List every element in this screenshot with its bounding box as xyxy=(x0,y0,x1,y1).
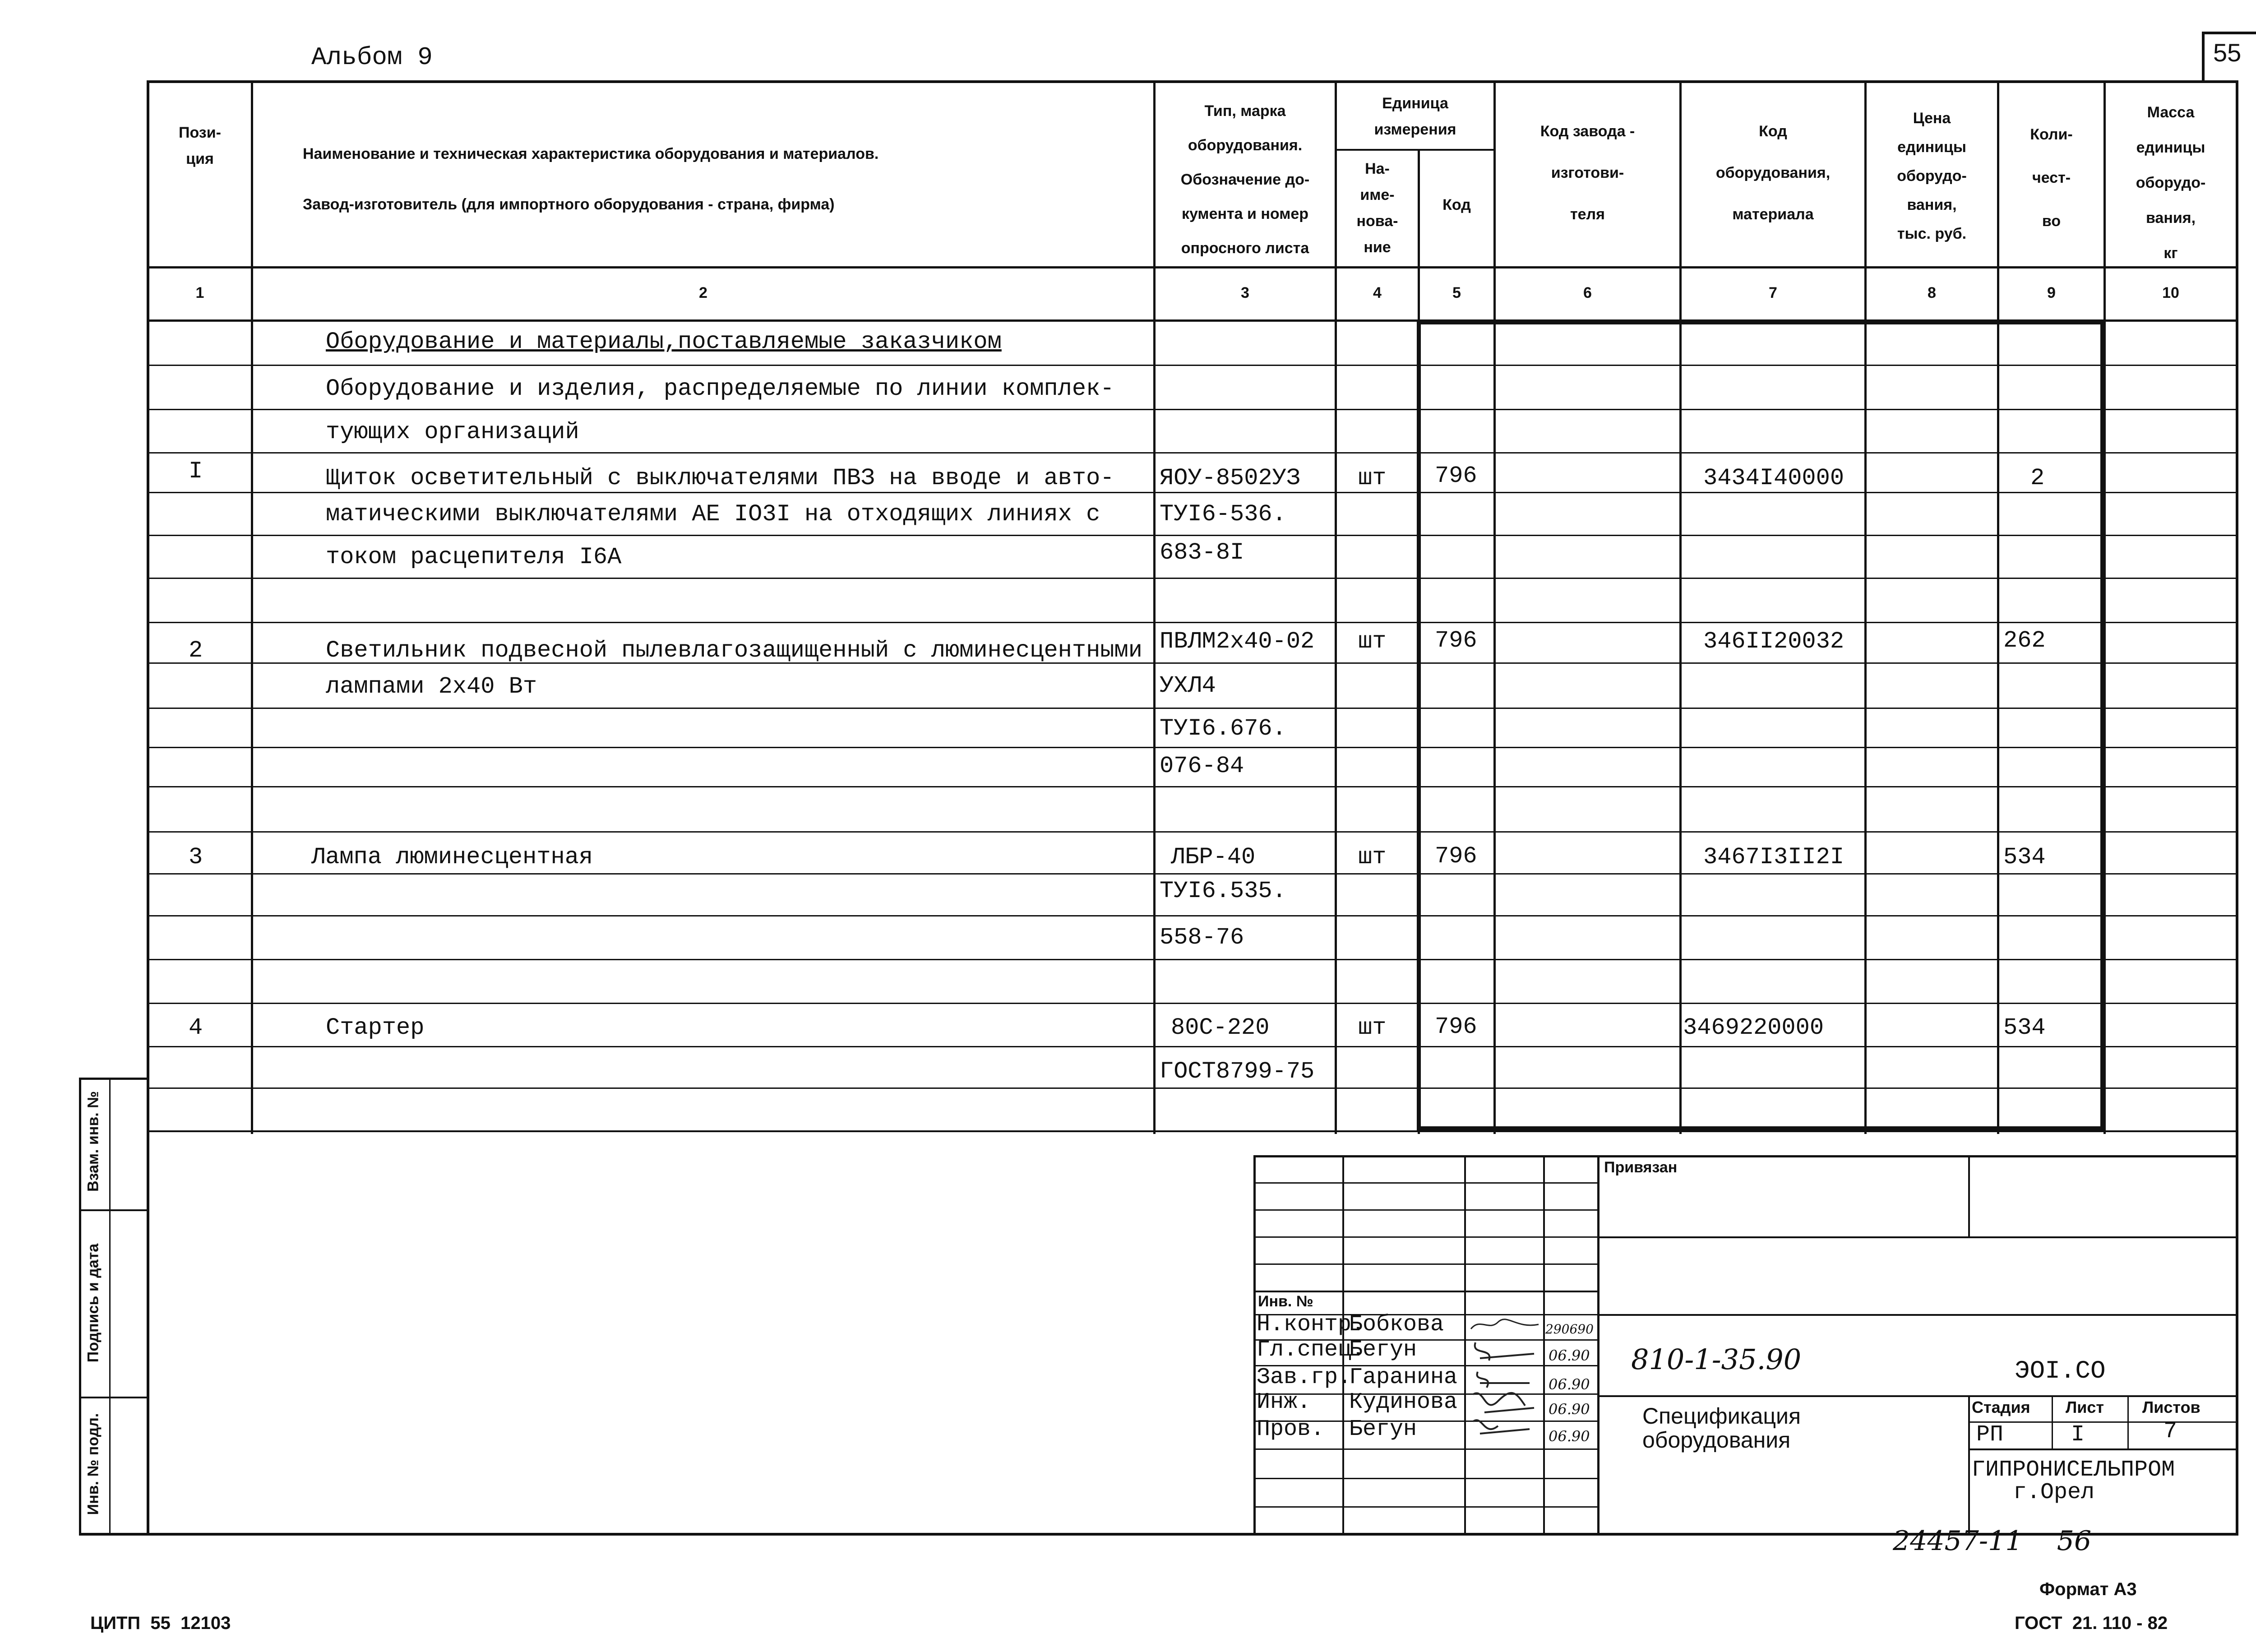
col-header-pos: Пози- ция xyxy=(179,124,221,167)
footer-right: ГОСТ 21. 110 - 82 xyxy=(2015,1613,2168,1633)
item-4-qty: 534 xyxy=(2003,1014,2046,1041)
col-header-unit-name: На- име- нова- ние xyxy=(1356,160,1398,256)
stamp-name-4: Кудинова xyxy=(1349,1389,1458,1415)
stamp-name-1: Бобкова xyxy=(1349,1312,1444,1337)
stamp-role-4: Инж. xyxy=(1257,1389,1311,1415)
org-city: г.Орел xyxy=(2013,1480,2095,1505)
handwritten-number: 24457-11 56 xyxy=(1893,1525,2092,1557)
doc-title-2: оборудования xyxy=(1642,1427,1791,1453)
col-header-type: Тип, марка оборудования. Обозначение до- кумента и номер опросного листа xyxy=(1180,102,1310,257)
item-2-code: 796 xyxy=(1435,627,1477,654)
col-header-name: Наименование и техническая характеристика оборудования и материалов. Завод-изготовитель (для импортного оборудования - страна, фирма) xyxy=(303,145,879,213)
footer-left: ЦИТП 55 12103 xyxy=(90,1613,231,1633)
item-3-type-2: ТУI6.535. xyxy=(1160,878,1286,904)
stamp-date-3: 06.90 xyxy=(1549,1376,1590,1393)
stamp-role-2: Гл.спец. xyxy=(1257,1337,1365,1363)
org-name: ГИПРОНИСЕЛЬПРОМ xyxy=(1972,1457,2175,1483)
col-num-2: 2 xyxy=(699,284,707,301)
col-num-4: 4 xyxy=(1373,284,1382,301)
item-4-type-2: ГОСТ8799-75 xyxy=(1160,1058,1315,1085)
item-2-unit: шт xyxy=(1358,628,1387,655)
item-1-name-3: током расцепителя I6A xyxy=(326,544,622,570)
stamp-name-5: Бегун xyxy=(1349,1416,1417,1442)
item-1-code: 796 xyxy=(1435,463,1477,489)
item-4-equip-code: 3469220000 xyxy=(1683,1014,1824,1041)
item-1-equip-code: 3434I40000 xyxy=(1703,465,1845,491)
item-3-type-1: ЛБР-40 xyxy=(1171,844,1256,870)
item-4-name-1: Стартер xyxy=(326,1014,425,1041)
item-3-type-3: 558-76 xyxy=(1160,924,1244,951)
section-title: Оборудование и материалы,поставляемые заказчиком xyxy=(326,329,1002,355)
item-1-name-2: матическими выключателями АЕ IO3I на отходящих линиях с xyxy=(326,501,1100,528)
col-header-price: Цена единицы оборудо- вания, тыс. руб. xyxy=(1897,110,1967,242)
stamp-date-5: 06.90 xyxy=(1549,1428,1590,1445)
stamp-date-1: 290690 xyxy=(1545,1322,1594,1337)
project-code: 810-1-35.90 xyxy=(1631,1343,1802,1376)
format-label: Формат А3 xyxy=(2039,1579,2137,1599)
col-header-mass: Масса единицы оборудо- вания, кг xyxy=(2136,104,2206,262)
stage-label: Стадия xyxy=(1972,1398,2030,1416)
item-2-type-3: ТУI6.676. xyxy=(1160,715,1286,742)
item-1-pos: I xyxy=(189,458,203,485)
side-label-podpis: Подпись и дата xyxy=(84,1243,102,1363)
item-2-pos: 2 xyxy=(189,637,203,664)
col-num-9: 9 xyxy=(2047,284,2056,301)
album-title: Альбом 9 xyxy=(311,43,433,72)
stamp-inv-no: Инв. № xyxy=(1258,1293,1313,1310)
stamp-attached: Привязан xyxy=(1604,1159,1678,1176)
col-num-8: 8 xyxy=(1928,284,1936,301)
side-label-inv-podl: Инв. № подл. xyxy=(84,1413,102,1515)
stamp-name-2: Бегун xyxy=(1349,1337,1417,1363)
stage-value: РП xyxy=(1976,1422,2004,1448)
item-3-qty: 534 xyxy=(2003,844,2046,870)
item-2-type-4: 076-84 xyxy=(1160,753,1244,779)
item-1-unit: шт xyxy=(1358,465,1387,491)
header-bottom xyxy=(147,266,2238,268)
stamp-date-4: 06.90 xyxy=(1549,1401,1590,1418)
stamp-name-3: Гаранина xyxy=(1349,1365,1458,1390)
item-2-equip-code: 346II20032 xyxy=(1703,628,1845,655)
item-2-name-2: лампами 2х40 Вт xyxy=(326,673,537,700)
doc-title-1: Спецификация xyxy=(1642,1403,1801,1429)
col-num-10: 10 xyxy=(2162,284,2179,301)
item-1-type-1: ЯОУ-8502УЗ xyxy=(1160,465,1301,491)
item-4-pos: 4 xyxy=(189,1014,203,1041)
item-2-name-1: Светильник подвесной пылевлагозащищенный с люминесцентными xyxy=(326,637,1142,664)
sheets-label: Листов xyxy=(2142,1398,2201,1416)
col-num-3: 3 xyxy=(1241,284,1249,301)
item-1-type-3: 683-8I xyxy=(1160,539,1244,566)
stamp-role-1: Н.контр. xyxy=(1257,1312,1365,1337)
col-header-qty: Коли- чест- во xyxy=(2030,126,2073,230)
col-header-unit: Единица измерения xyxy=(1374,95,1456,138)
col-num-7: 7 xyxy=(1769,284,1777,301)
sheet-label: Лист xyxy=(2066,1398,2104,1416)
stamp-role-5: Пров. xyxy=(1257,1416,1325,1442)
col-header-factory-code: Код завода - изготови- теля xyxy=(1540,123,1635,223)
item-4-type-1: 80С-220 xyxy=(1171,1014,1270,1041)
item-1-qty: 2 xyxy=(2030,465,2045,491)
side-label-vzam: Взам. инв. № xyxy=(84,1091,102,1192)
sheets-value: 7 xyxy=(2164,1419,2177,1444)
frame-top-table xyxy=(147,80,2238,83)
item-3-unit: шт xyxy=(1358,844,1387,870)
sheet-number: 55 xyxy=(2213,38,2242,67)
sheet-value: I xyxy=(2071,1422,2085,1448)
col-num-1: 1 xyxy=(195,284,204,301)
item-4-code: 796 xyxy=(1435,1013,1477,1040)
col-header-unit-code: Код xyxy=(1442,196,1471,213)
item-3-equip-code: 3467I3II2I xyxy=(1703,844,1845,870)
item-1-type-2: ТУI6-536. xyxy=(1160,501,1286,528)
item-3-code: 796 xyxy=(1435,843,1477,870)
col-header-equip-code: Код оборудования, материала xyxy=(1715,123,1831,223)
signature-images xyxy=(1466,1315,1543,1446)
stamp-role-3: Зав.гр. xyxy=(1257,1365,1352,1390)
section-subtitle-2: тующих организаций xyxy=(326,419,579,445)
section-subtitle-1: Оборудование и изделия, распределяемые по линии комплек- xyxy=(326,375,1114,402)
item-1-name-1: Щиток осветительный с выключателями ПВЗ на вводе и авто- xyxy=(326,465,1114,491)
item-2-qty: 262 xyxy=(2003,627,2046,654)
frame-right xyxy=(2236,80,2238,1536)
item-2-type-1: ПВЛМ2х40-02 xyxy=(1160,628,1315,655)
col-num-6: 6 xyxy=(1583,284,1592,301)
col-num-5: 5 xyxy=(1452,284,1461,301)
item-2-type-2: УХЛ4 xyxy=(1160,672,1216,699)
item-3-pos: 3 xyxy=(189,844,203,870)
item-3-name-1: Лампа люминесцентная xyxy=(311,844,593,870)
item-4-unit: шт xyxy=(1358,1014,1387,1041)
stamp-date-2: 06.90 xyxy=(1549,1347,1590,1364)
doc-code: ЭОI.СО xyxy=(2015,1356,2106,1385)
